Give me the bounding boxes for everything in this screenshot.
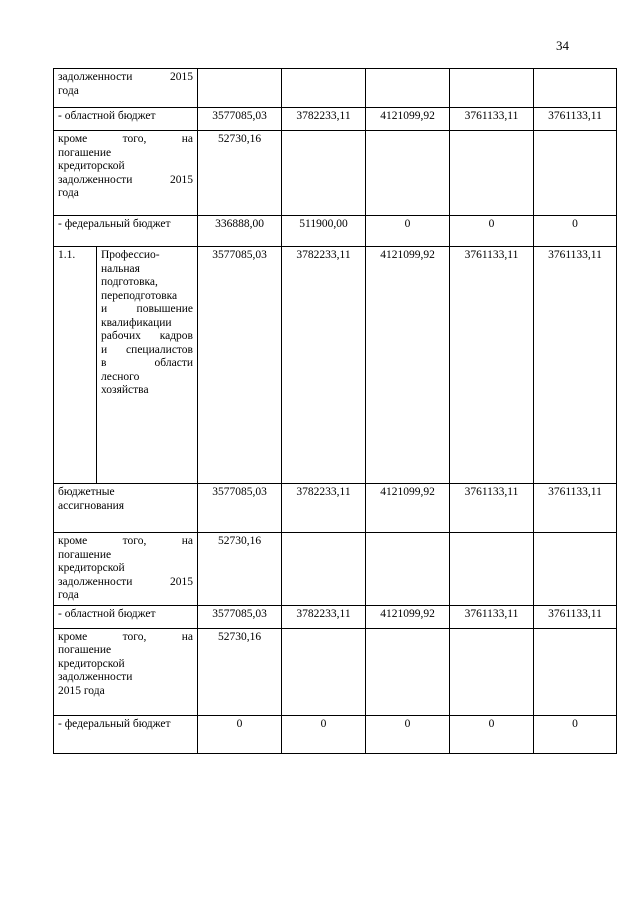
- label-line: подготовка,: [101, 276, 158, 288]
- value-cell-year-3: 4121099,92: [366, 108, 450, 131]
- row-label: [54, 108, 198, 131]
- value-cell-year-4: 3761133,11: [450, 247, 534, 484]
- page-number: 34: [556, 38, 569, 53]
- value-cell-year-1: 0: [198, 715, 282, 753]
- row-label: [54, 628, 198, 715]
- value-cell-year-5: 3761133,11: [534, 484, 617, 533]
- row-label: [54, 605, 198, 628]
- value-cell-year-4: 0: [450, 216, 534, 247]
- value-cell-year-3: [366, 69, 450, 108]
- label-line: года: [58, 187, 79, 199]
- table-row: [54, 628, 617, 715]
- label-line: кроме того, на: [58, 630, 193, 643]
- value-cell-year-1: 3577085,03: [198, 605, 282, 628]
- label-line: задолженности: [58, 671, 133, 683]
- label-line: и специалистов: [101, 343, 193, 356]
- label-line: погашение: [58, 644, 112, 656]
- value-cell-year-5: 0: [534, 216, 617, 247]
- value-cell-year-4: 3761133,11: [450, 108, 534, 131]
- value-cell-year-1: 52730,16: [198, 131, 282, 216]
- row-code: 1.1.: [54, 247, 97, 484]
- value-cell-year-1: 3577085,03: [198, 108, 282, 131]
- label-line: года: [58, 589, 79, 601]
- label-line: кроме того, на: [58, 535, 193, 547]
- label-line: погашение: [58, 146, 112, 159]
- value-cell-year-5: 3761133,11: [534, 247, 617, 484]
- value-cell-year-4: 3761133,11: [450, 605, 534, 628]
- value-cell-year-3: 0: [366, 216, 450, 247]
- value-cell-year-5: [534, 131, 617, 216]
- value-cell-year-1: 336888,00: [198, 216, 282, 247]
- value-cell-year-2: [282, 69, 366, 108]
- table-row: [54, 533, 617, 606]
- label-line: ассигнования: [58, 499, 125, 512]
- label-line: кредиторской: [58, 657, 125, 670]
- value-cell-year-3: 4121099,92: [366, 605, 450, 628]
- value-cell-year-1: 3577085,03: [198, 247, 282, 484]
- row-label: [97, 247, 198, 484]
- value-cell-year-5: [534, 69, 617, 108]
- value-cell-year-2: [282, 628, 366, 715]
- row-label: [54, 484, 198, 533]
- label-line: в области: [101, 357, 193, 369]
- value-cell-year-4: 0: [450, 715, 534, 753]
- value-cell-year-4: 3761133,11: [450, 484, 534, 533]
- row-label: [54, 715, 198, 753]
- value-cell-year-2: 3782233,11: [282, 247, 366, 484]
- value-cell-year-5: [534, 533, 617, 606]
- budget-table: [53, 68, 617, 754]
- table-row: [54, 715, 617, 753]
- table-row: [54, 484, 617, 533]
- label-line: - областной бюджет: [58, 110, 156, 122]
- value-cell-year-4: [450, 131, 534, 216]
- value-cell-year-4: [450, 69, 534, 108]
- label-line: Профессио-: [101, 249, 160, 261]
- value-cell-year-3: 4121099,92: [366, 484, 450, 533]
- table-body: [54, 69, 617, 754]
- row-label: [54, 69, 198, 108]
- label-line: - федеральный бюджет: [58, 218, 171, 230]
- value-cell-year-1: [198, 69, 282, 108]
- value-cell-year-1: 3577085,03: [198, 484, 282, 533]
- label-line: квалификации: [101, 316, 172, 329]
- table-row: [54, 216, 617, 247]
- value-cell-year-4: [450, 628, 534, 715]
- label-line: рабочих кадров: [101, 330, 193, 342]
- value-cell-year-3: [366, 533, 450, 606]
- label-line: - федеральный бюджет: [58, 717, 171, 730]
- label-line: погашение: [58, 548, 112, 561]
- value-cell-year-4: [450, 533, 534, 606]
- row-label: [54, 216, 198, 247]
- value-cell-year-2: 3782233,11: [282, 108, 366, 131]
- label-line: задолженности 2015: [58, 575, 193, 588]
- value-cell-year-3: 4121099,92: [366, 247, 450, 484]
- label-line: переподготовка: [101, 289, 178, 302]
- label-line: кредиторской: [58, 160, 125, 172]
- value-cell-year-2: 3782233,11: [282, 605, 366, 628]
- row-label: [54, 533, 198, 606]
- label-line: бюджетные: [58, 486, 115, 498]
- value-cell-year-2: [282, 131, 366, 216]
- value-cell-year-2: 511900,00: [282, 216, 366, 247]
- table-row: [54, 108, 617, 131]
- table-row: [54, 605, 617, 628]
- value-cell-year-1: 52730,16: [198, 628, 282, 715]
- value-cell-year-5: 0: [534, 715, 617, 753]
- value-cell-year-2: 3782233,11: [282, 484, 366, 533]
- value-cell-year-5: [534, 628, 617, 715]
- label-line: лесного: [101, 370, 140, 383]
- label-line: года: [58, 84, 79, 97]
- value-cell-year-5: 3761133,11: [534, 108, 617, 131]
- label-line: и повышение: [101, 303, 193, 315]
- table-row: [54, 131, 617, 216]
- label-line: хозяйства: [101, 384, 149, 396]
- value-cell-year-3: [366, 131, 450, 216]
- table-row: [54, 247, 617, 484]
- row-label: [54, 131, 198, 216]
- label-line: кроме того, на: [58, 133, 193, 145]
- value-cell-year-3: 0: [366, 715, 450, 753]
- value-cell-year-2: [282, 533, 366, 606]
- value-cell-year-1: 52730,16: [198, 533, 282, 606]
- table-row: [54, 69, 617, 108]
- value-cell-year-3: [366, 628, 450, 715]
- label-line: задолженности 2015: [58, 173, 193, 186]
- value-cell-year-5: 3761133,11: [534, 605, 617, 628]
- label-line: 2015 года: [58, 684, 105, 697]
- label-line: кредиторской: [58, 562, 125, 574]
- value-cell-year-2: 0: [282, 715, 366, 753]
- label-line: нальная: [101, 262, 140, 275]
- label-line: задолженности 2015: [58, 71, 193, 83]
- label-line: - областной бюджет: [58, 607, 156, 620]
